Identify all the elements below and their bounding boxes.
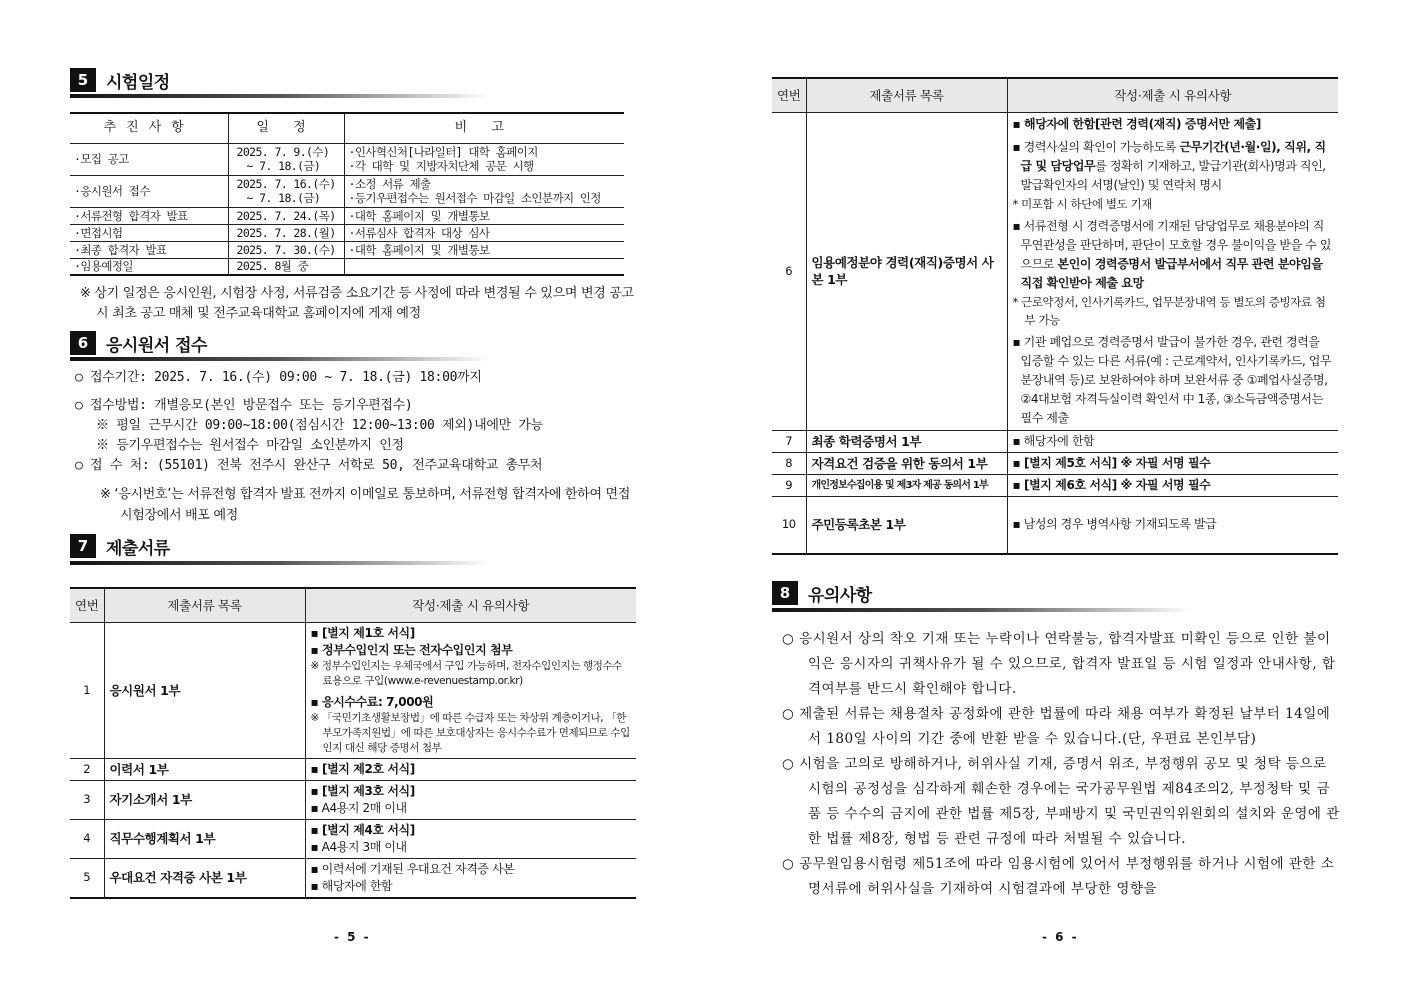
doc-number: 8	[772, 452, 806, 474]
schedule-date: 2025. 8월 중	[228, 258, 344, 275]
table-row	[772, 474, 1338, 496]
doc-number: 5	[70, 858, 104, 898]
section-number: 7	[70, 534, 96, 558]
caution-item: ○ 시험을 고의로 방해하거나, 허위사실 기재, 증명서 위조, 부정행위 공모 및 청탁 등으로 시험의 공정성을 심각하게 훼손한 경우에는 국가공무원법 제84조의2, 부정청탁 및 금품 등 수수의 금지에 관한 법률 제5장, 부패방지 및 국민권익위원회의 설치와 운영에 관한 법률 제8장, 형법 등 관련 규정에 따라 처벌될 수 있습니다.	[782, 756, 1340, 847]
doc-notes: ▪ 해당자에 한함	[1007, 430, 1338, 452]
doc-number: 9	[772, 474, 806, 496]
doc-name: 직무수행계획서 1부	[104, 819, 305, 858]
schedule-item: ·면접시험	[70, 224, 228, 241]
schedule-date: 2025. 7. 16.(수) ~ 7. 18.(금)	[228, 175, 344, 207]
section-underline	[70, 94, 490, 98]
doc-name: 자기소개서 1부	[104, 780, 305, 819]
doc-number: 2	[70, 758, 104, 780]
header-cell: 제출서류 목록	[806, 78, 1007, 112]
doc-notes: ▪ [별지 제4호 서식] ▪ A4용지 3매 이내	[305, 819, 636, 858]
table-row	[70, 224, 624, 241]
schedule-item: ·서류전형 합격자 발표	[70, 207, 228, 224]
schedule-note: ·소정 서류 제출 ·등기우편접수는 원서접수 마감일 소인분까지 인정	[344, 175, 624, 207]
table-row	[772, 496, 1338, 554]
schedule-table	[70, 112, 624, 276]
doc-notes: ▪ [별지 제6호 서식] ※ 자필 서명 필수	[1007, 474, 1338, 496]
reception-method-note: ※ 평일 근무시간 09:00~18:00(점심시간 12:00~13:00 제외)내에만 가능	[96, 418, 543, 433]
section-8-heading	[772, 580, 872, 606]
doc-number: 10	[772, 496, 806, 554]
schedule-note: ·서류심사 합격자 대상 심사	[344, 224, 624, 241]
page-number: - 6 -	[1038, 930, 1083, 944]
doc-notes: ▪ [별지 제1호 서식] ▪ 정부수입인지 또는 전자수입인지 첨부 ※ 정부수입인지는 우체국에서 구입 가능하며, 전자수입인지는 행정수수료용으로 구입(www.e-revenuestamp.or.kr) ▪ 응시수수료: 7,000원 ※ 「국민기초생활보장법」에 따른 수급자 또는 차상위 계층이거나, 「한부모가족지원법」에 따른 보호대상자는 응시수수료가 면제되므로 수입인지 대신 해당 증명서 첨부	[305, 622, 636, 758]
schedule-footnote: ※ 상기 일정은 응시인원, 시험장 사정, 서류검증 소요기간 등 사정에 따라 변경될 수 있으며 변경 공고시 최초 공고 매체 및 전주교육대학교 홈페이지에 게재 예정	[80, 286, 634, 321]
section-underline	[70, 357, 490, 361]
schedule-date: 2025. 7. 24.(목)	[228, 207, 344, 224]
header-cell: 제출서류 목록	[104, 588, 305, 622]
page-5	[0, 0, 700, 992]
table-row	[70, 143, 624, 175]
doc-number: 6	[772, 112, 806, 430]
page-number: - 5 -	[334, 930, 371, 944]
doc-notes: ▪ [별지 제3호 서식] ▪ A4용지 2매 이내	[305, 780, 636, 819]
table-row	[70, 758, 636, 780]
table-row	[70, 858, 636, 898]
schedule-item: ·임용예정일	[70, 258, 228, 275]
schedule-item: ·모집 공고	[70, 143, 228, 175]
table-header-row	[70, 113, 624, 143]
table-row	[70, 819, 636, 858]
reception-method: ○ 접수방법: 개별응모(본인 방문접수 또는 등기우편접수)	[75, 398, 413, 413]
doc-notes: ▪ 해당자에 한함[관련 경력(재직) 증명서만 제출] ▪ 경력사실의 확인이 가능하도록 근무기간(년·월·일), 직위, 직급 및 담당업무를 정확히 기재하고, 발급기관(회사)명과 직인, 발급확인자의 서명(날인) 및 연락처 명시 * 미포함 시 하단에 별도 기재 ▪ 서류전형 시 경력증명서에 기재된 담당업무로 채용분야의 직무연관성을 판단하며, 판단이 모호할 경우 불이익을 받을 수 있으므로 본인이 경력증명서 발급부서에서 직무 관련 분야임을 직접 확인받아 제출 요망 * 근로약정서, 인사기록카드, 업무분장내역 등 별도의 증빙자료 첨부 가능 ▪ 기관 폐업으로 경력증명서 발급이 불가한 경우, 관련 경력을 입증할 수 있는 다른 서류(예 : 근로계약서, 인사기록카드, 업무분장내역 등)로 보완하여야 하며 보완서류 중 ①폐업사실증명, ②4대보험 자격득실이력 확인서 中 1종, ③소득금액증명서는 필수 제출	[1007, 112, 1338, 430]
section-6-heading	[70, 330, 207, 356]
doc-name: 응시원서 1부	[104, 622, 305, 758]
header-cell: 연번	[70, 588, 104, 622]
documents-table	[70, 587, 636, 899]
table-row	[70, 175, 624, 207]
caution-item: ○ 제출된 서류는 채용절차 공정화에 관한 법률에 따라 채용 여부가 확정된 날부터 14일에서 180일 사이의 기간 중에 반환 받을 수 있습니다.(단, 우편료 본인부담)	[782, 706, 1331, 747]
schedule-note: ·대학 홈페이지 및 개별통보	[344, 207, 624, 224]
schedule-item: ·최종 합격자 발표	[70, 241, 228, 258]
applicant-number-note: ※ ‘응시번호’는 서류전형 합격자 발표 전까지 이메일로 통보하며, 서류전형 합격자에 한하여 면접시험장에서 배포 예정	[100, 487, 631, 523]
page-6	[700, 0, 1403, 992]
doc-name: 주민등록초본 1부	[806, 496, 1007, 554]
doc-name: 개인정보수집이용 및 제3자 제공 동의서 1부	[806, 474, 1007, 496]
section-7-heading	[70, 533, 170, 559]
table-row	[772, 452, 1338, 474]
section-number: 8	[772, 581, 798, 605]
table-row	[70, 622, 636, 758]
doc-name: 우대요건 자격증 사본 1부	[104, 858, 305, 898]
section-underline	[70, 561, 490, 565]
schedule-note	[344, 258, 624, 275]
section-5-heading	[70, 67, 170, 93]
header-cell: 일 정	[228, 113, 344, 143]
caution-item: ○ 공무원임용시험령 제51조에 따라 임용시험에 있어서 부정행위를 하거나 시험에 관한 소명서류에 허위사실을 기재하여 시험결과에 부당한 영향을	[782, 856, 1335, 897]
table-row	[772, 430, 1338, 452]
header-cell: 추진사항	[70, 113, 228, 143]
schedule-note: ·대학 홈페이지 및 개별통보	[344, 241, 624, 258]
doc-notes: ▪ [별지 제5호 서식] ※ 자필 서명 필수	[1007, 452, 1338, 474]
header-cell: 작성·제출 시 유의사항	[305, 588, 636, 622]
doc-number: 7	[772, 430, 806, 452]
table-row	[70, 780, 636, 819]
doc-name: 자격요건 검증을 위한 동의서 1부	[806, 452, 1007, 474]
section-title: 제출서류	[106, 538, 170, 559]
schedule-note: ·인사혁신처[나라일터] 대학 홈페이지 ·각 대학 및 지방자치단체 공문 시행	[344, 143, 624, 175]
section-title: 시험일정	[106, 72, 170, 93]
header-cell: 연번	[772, 78, 806, 112]
schedule-date: 2025. 7. 9.(수) ~ 7. 18.(금)	[228, 143, 344, 175]
doc-name: 최종 학력증명서 1부	[806, 430, 1007, 452]
reception-period: ○ 접수기간: 2025. 7. 16.(수) 09:00 ~ 7. 18.(금) 18:00까지	[75, 370, 482, 385]
caution-list	[782, 627, 1340, 902]
doc-notes: ▪ 이력서에 기재된 우대요건 자격증 사본 ▪ 해당자에 한함	[305, 858, 636, 898]
doc-notes: ▪ 남성의 경우 병역사항 기재되도록 발급	[1007, 496, 1338, 554]
table-header-row	[772, 78, 1338, 112]
reception-method-note: ※ 등기우편접수는 원서접수 마감일 소인분까지 인정	[96, 438, 404, 453]
section-number: 5	[70, 68, 96, 92]
section-title: 응시원서 접수	[106, 335, 207, 356]
documents-table-continued	[772, 77, 1338, 555]
schedule-date: 2025. 7. 28.(월)	[228, 224, 344, 241]
schedule-item: ·응시원서 접수	[70, 175, 228, 207]
table-row	[772, 112, 1338, 430]
table-row	[70, 241, 624, 258]
doc-number: 1	[70, 622, 104, 758]
schedule-date: 2025. 7. 30.(수)	[228, 241, 344, 258]
table-row	[70, 258, 624, 275]
header-cell: 작성·제출 시 유의사항	[1007, 78, 1338, 112]
doc-number: 3	[70, 780, 104, 819]
table-row	[70, 207, 624, 224]
section-title: 유의사항	[808, 585, 872, 606]
section-number: 6	[70, 331, 96, 355]
header-cell: 비 고	[344, 113, 624, 143]
reception-place: ○ 접 수 처: (55101) 전북 전주시 완산구 서학로 50, 전주교육대학교 총무처	[75, 458, 543, 473]
section-underline	[772, 608, 1192, 612]
table-header-row	[70, 588, 636, 622]
doc-name: 이력서 1부	[104, 758, 305, 780]
doc-name: 임용예정분야 경력(재직)증명서 사본 1부	[806, 112, 1007, 430]
doc-number: 4	[70, 819, 104, 858]
doc-notes: ▪ [별지 제2호 서식]	[305, 758, 636, 780]
caution-item: ○ 응시원서 상의 착오 기재 또는 누락이나 연락불능, 합격자발표 미확인 등으로 인한 불이익은 응시자의 귀책사유가 될 수 있으므로, 합격자 발표일 등 시험 일정과 안내사항, 합격여부를 반드시 확인해야 합니다.	[782, 631, 1336, 697]
